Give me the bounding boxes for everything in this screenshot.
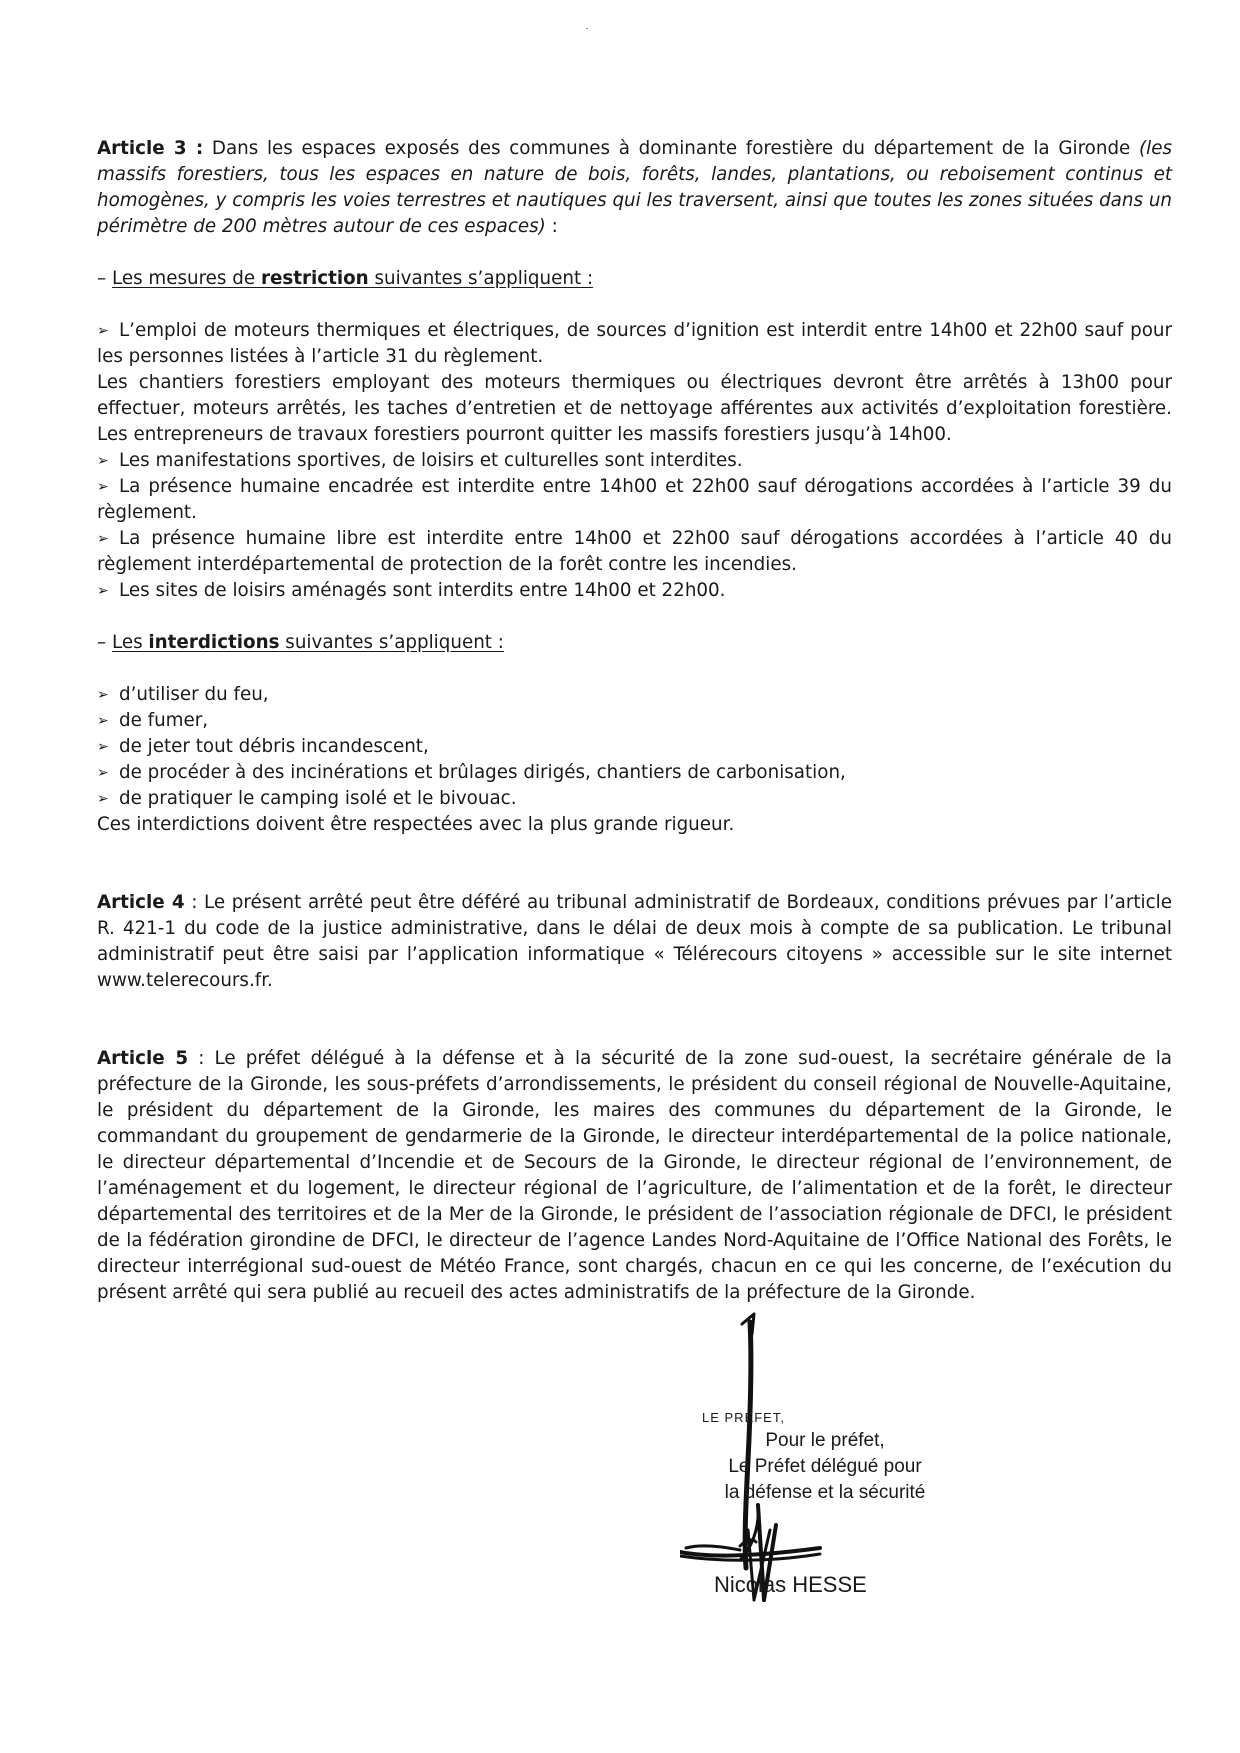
interdiction-text: de jeter tout débris incandescent, bbox=[119, 736, 429, 757]
interdiction-item bbox=[97, 760, 1172, 786]
restriction-item bbox=[97, 526, 1172, 578]
signature-line-3: la défense et la sécurité bbox=[724, 1482, 926, 1503]
arrow-icon: ➢ bbox=[97, 323, 109, 339]
interdiction-item bbox=[97, 682, 1172, 708]
restriction-item bbox=[97, 474, 1172, 526]
interdiction-note bbox=[97, 812, 1172, 838]
arrow-icon: ➢ bbox=[97, 453, 109, 469]
restriction-text: L’emploi de moteurs thermiques et électriques, de sources d’ignition est interdit entre 14h00 et 22h00 sauf pour les personnes listées à l’article 31 du règlement. bbox=[97, 320, 1172, 367]
signature-block bbox=[680, 1410, 980, 1650]
article-4-label: Article 4 bbox=[97, 892, 185, 913]
arrow-icon: ➢ bbox=[97, 583, 109, 599]
article-3-intro-text: Dans les espaces exposés des communes à dominante forestière du département de la Gironde bbox=[203, 138, 1140, 159]
interdiction-item bbox=[97, 786, 1172, 812]
interdiction-heading bbox=[97, 630, 1172, 656]
arrow-icon: ➢ bbox=[97, 765, 109, 781]
arrow-icon: ➢ bbox=[97, 739, 109, 755]
restriction-text: La présence humaine encadrée est interdite entre 14h00 et 22h00 sauf dérogations accordées à l’article 39 du règlement. bbox=[97, 476, 1172, 523]
interdiction-item bbox=[97, 734, 1172, 760]
arrow-icon: ➢ bbox=[97, 531, 109, 547]
restriction-heading-dash: – bbox=[97, 268, 112, 289]
interdiction-list bbox=[97, 682, 1172, 838]
interdiction-item bbox=[97, 708, 1172, 734]
restriction-note bbox=[97, 370, 1172, 448]
interdiction-note-text: Ces interdictions doivent être respectées avec la plus grande rigueur. bbox=[97, 814, 735, 835]
signatory-name: Nicolas HESSE bbox=[714, 1572, 867, 1597]
restriction-item bbox=[97, 318, 1172, 370]
article-4-text: : Le présent arrêté peut être déféré au tribunal administratif de Bordeaux, conditions prévues par l’article R. 421-1 du code de la justice administrative, dans le délai de deux mois à compte de sa publication. Le tribunal administratif peut être saisi par l’application informatique « Télérecours citoyens » accessible sur le site internet www.telerecours.fr. bbox=[97, 892, 1172, 991]
interdiction-heading-pre: Les bbox=[111, 632, 149, 653]
interdiction-text: de procéder à des incinérations et brûlages dirigés, chantiers de carbonisation, bbox=[119, 762, 846, 783]
signature-stamp bbox=[690, 1428, 960, 1506]
restriction-text: Les manifestations sportives, de loisirs et culturelles sont interdites. bbox=[119, 450, 743, 471]
restriction-list bbox=[97, 318, 1172, 604]
restriction-heading-pre: Les mesures de bbox=[111, 268, 261, 289]
arrow-icon: ➢ bbox=[97, 713, 109, 729]
article-3-scope: (les massifs forestiers, tous les espaces en nature de bois, forêts, landes, plantations, ou reboisement continus et homogènes, y compris les voies terrestres et nautiques qui les traversent, ainsi que toutes les zones situées dans un périmètre de 200 mètres autour de ces espaces) bbox=[97, 138, 1172, 237]
document-body bbox=[97, 136, 1172, 1306]
interdiction-text: de fumer, bbox=[119, 710, 209, 731]
article-3-label: Article 3 : bbox=[97, 138, 204, 159]
interdiction-text: d’utiliser du feu, bbox=[119, 684, 269, 705]
interdiction-heading-post: suivantes s’appliquent : bbox=[279, 632, 504, 653]
article-5 bbox=[97, 1046, 1172, 1306]
interdiction-heading-dash: – bbox=[97, 632, 112, 653]
arrow-icon: ➢ bbox=[97, 687, 109, 703]
scan-speck bbox=[586, 28, 588, 29]
article-5-label: Article 5 bbox=[97, 1048, 189, 1069]
article-5-text: : Le préfet délégué à la défense et à la sécurité de la zone sud-ouest, la secrétaire générale de la préfecture de la Gironde, les sous-préfets d’arrondissements, le président du conseil régional de Nouvelle-Aquitaine, le président du département de la Gironde, les maires des communes du département de la Gironde, le commandant du groupement de gendarmerie de la Gironde, le directeur interdépartemental de la police nationale, le directeur départemental d’Incendie et de Secours de la Gironde, le directeur régional de l’environnement, de l’aménagement et du logement, le directeur régional de l’agriculture, de l’alimentation et de la forêt, le directeur départemental des territoires et de la Mer de la Gironde, le président de l’association régionale de DFCI, le président de la fédération girondine de DFCI, le directeur de l’agence Landes Nord-Aquitaine de l’Office National des Forêts, le directeur interrégional sud-ouest de Météo France, sont chargés, chacun en ce qui les concerne, de l’exécution du présent arrêté qui sera publié au recueil des actes administratifs de la préfecture de la Gironde. bbox=[97, 1048, 1172, 1303]
interdiction-heading-bold: interdictions bbox=[148, 632, 280, 653]
signature-line-2: Le Préfet délégué pour bbox=[728, 1456, 922, 1477]
article-3-scope-end: : bbox=[545, 216, 558, 237]
arrow-icon: ➢ bbox=[97, 479, 109, 495]
restriction-item bbox=[97, 448, 1172, 474]
signature-small-caps: LE PRÉFET, bbox=[702, 1410, 785, 1425]
restriction-item bbox=[97, 578, 1172, 604]
restriction-text: La présence humaine libre est interdite entre 14h00 et 22h00 sauf dérogations accordées à l’article 40 du règlement interdépartemental de protection de la forêt contre les incendies. bbox=[97, 528, 1172, 575]
restriction-text: Les sites de loisirs aménagés sont interdits entre 14h00 et 22h00. bbox=[119, 580, 726, 601]
restriction-heading-bold: restriction bbox=[260, 268, 369, 289]
article-4 bbox=[97, 890, 1172, 994]
restriction-note-text: Les chantiers forestiers employant des moteurs thermiques ou électriques devront être arrêtés à 13h00 pour effectuer, moteurs arrêtés, les taches d’entretien et de nettoyage afférentes aux activités d’exploitation forestière. Les entrepreneurs de travaux forestiers pourront quitter les massifs forestiers jusqu’à 14h00. bbox=[97, 372, 1172, 445]
arrow-icon: ➢ bbox=[97, 791, 109, 807]
restriction-heading-post: suivantes s’appliquent : bbox=[368, 268, 594, 289]
interdiction-text: de pratiquer le camping isolé et le bivouac. bbox=[119, 788, 517, 809]
article-3-intro bbox=[97, 136, 1172, 240]
signature-line-1: Pour le préfet, bbox=[765, 1430, 885, 1451]
restriction-heading bbox=[97, 266, 1172, 292]
